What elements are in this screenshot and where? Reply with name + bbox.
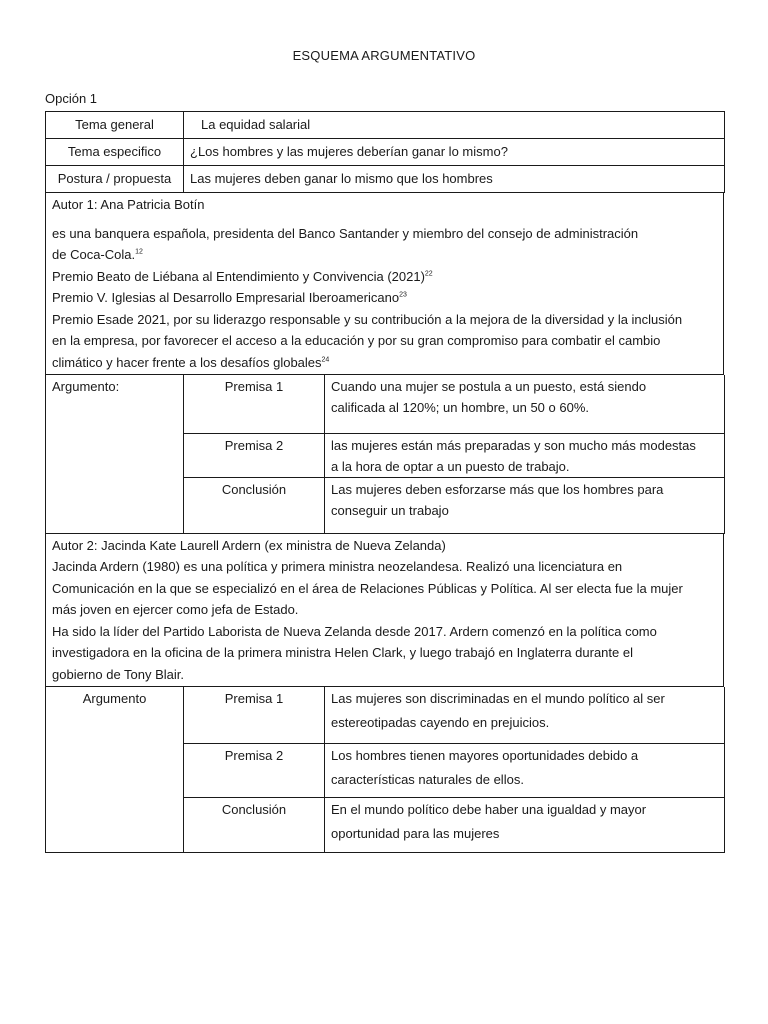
author2-premise1-label: Premisa 1 (184, 687, 325, 743)
author2-bio-line: Comunicación en la que se especializó en el área de Relaciones Públicas y Política. Al ser electa fue la mujer (52, 580, 683, 596)
author1-award: Premio Beato de Liébana al Entendimiento y Convivencia $(2021)^{22}$ (52, 268, 433, 284)
author2-conclusion-text: En el mundo político debe haber una igualdad y mayor oportunidad para las mujeres (325, 797, 725, 852)
author1-premise1-row (46, 375, 725, 433)
author1-bio-row (46, 193, 724, 375)
author1-argument-label: Argumento: (46, 375, 184, 533)
author2-premise2-text: Los hombres tienen mayores oportunidades debido a características naturales de ellos. (325, 743, 725, 797)
author1-bio-line: de Coca-Cola.$^{12}$ (52, 247, 143, 262)
tema-especifico-label: Tema especifico (46, 139, 184, 166)
author2-bio-line: Jacinda Ardern (1980) es una política y primera ministra neozelandesa. Realizó una licenciatura en (52, 559, 623, 574)
author1-conclusion-label: Conclusión (184, 477, 325, 533)
overview-table (45, 111, 725, 193)
footnote-ref: 23 (399, 291, 407, 299)
author2-premise1-row (46, 687, 725, 743)
footnote-ref: 24 (321, 356, 330, 364)
author2-argument-label: Argumento (46, 687, 184, 852)
argument-scheme (45, 111, 724, 853)
author2-argument-table (45, 687, 725, 853)
author2-conclusion-label: Conclusión (184, 797, 325, 852)
postura-label: Postura / propuesta (46, 166, 184, 193)
footnote-ref: 12 (135, 248, 143, 256)
author1-premise2-label: Premisa 2 (184, 433, 325, 477)
author2-bio-row (46, 534, 724, 687)
author1-bio-table (45, 193, 724, 375)
author1-heading: Autor 1: Ana Patricia Botín (52, 197, 205, 212)
option-label: Opción 1 (45, 91, 98, 106)
postura-row (46, 166, 725, 193)
author2-bio-table (45, 534, 724, 688)
author1-conclusion-text: Las mujeres deben esforzarse más que los hombres para conseguir un trabajo (325, 477, 725, 533)
tema-general-label: Tema general (46, 112, 184, 139)
author1-argument-table (45, 375, 725, 534)
author1-premise1-label: Premisa 1 (184, 375, 325, 433)
author2-bio-line: Ha sido la líder del Partido Laborista de Nueva Zelanda desde 2017. Ardern comenzó en la política como (52, 623, 657, 639)
author2-bio-line: más joven en ejercer como jefa de Estado. (52, 602, 299, 617)
author1-premise2-text: las mujeres están más preparadas y son mucho más modestas a la hora de optar a un puesto de trabajo. (325, 433, 725, 477)
author2-bio-line: investigadora en la oficina de la primera ministra Helen Clark, y luego trabajó en Inglaterra durante el (52, 645, 633, 660)
author2-premise2-label: Premisa 2 (184, 743, 325, 797)
footnote-ref: 22 (424, 270, 433, 278)
tema-especifico-value: ¿Los hombres y las mujeres deberían ganar lo mismo? (184, 139, 725, 166)
author1-award: Premio Esade 2021, por su liderazgo responsable y su contribución a la mejora de la diversidad y la inclusión (52, 311, 683, 327)
author2-premise1-text: Las mujeres son discriminadas en el mundo político al ser estereotipadas cayendo en prejuicios. (325, 687, 725, 743)
author1-premise1-text: Cuando una mujer se postula a un puesto, está siendo calificada al 120%; un hombre, un 50 o 60%. (325, 375, 725, 433)
document-title: ESQUEMA ARGUMENTATIVO (292, 48, 476, 63)
tema-especifico-row (46, 139, 725, 166)
author2-bio-cell (46, 534, 724, 687)
tema-general-row (46, 112, 725, 139)
postura-value: Las mujeres deben ganar lo mismo que los hombres (184, 166, 725, 193)
author1-bio-cell (46, 193, 724, 375)
author1-award: Premio V. Iglesias al Desarrollo Empresarial Iberoamericano$^{23}$ (52, 290, 407, 305)
author1-bio-line: es una banquera española, presidenta del Banco Santander y miembro del consejo de administración (52, 225, 639, 241)
tema-general-value: La equidad salarial (184, 112, 725, 139)
author1-award: en la empresa, por favorecer el acceso a la educación y por su gran compromiso para combatir el cambio (52, 333, 661, 348)
author2-heading: Autor 2: Jacinda Kate Laurell Ardern (ex ministra de Nueva Zelanda) (52, 537, 446, 553)
author1-award: climático y hacer frente a los desafíos globales$^{24}$ (52, 354, 330, 370)
author2-bio-line: gobierno de Tony Blair. (52, 666, 185, 682)
